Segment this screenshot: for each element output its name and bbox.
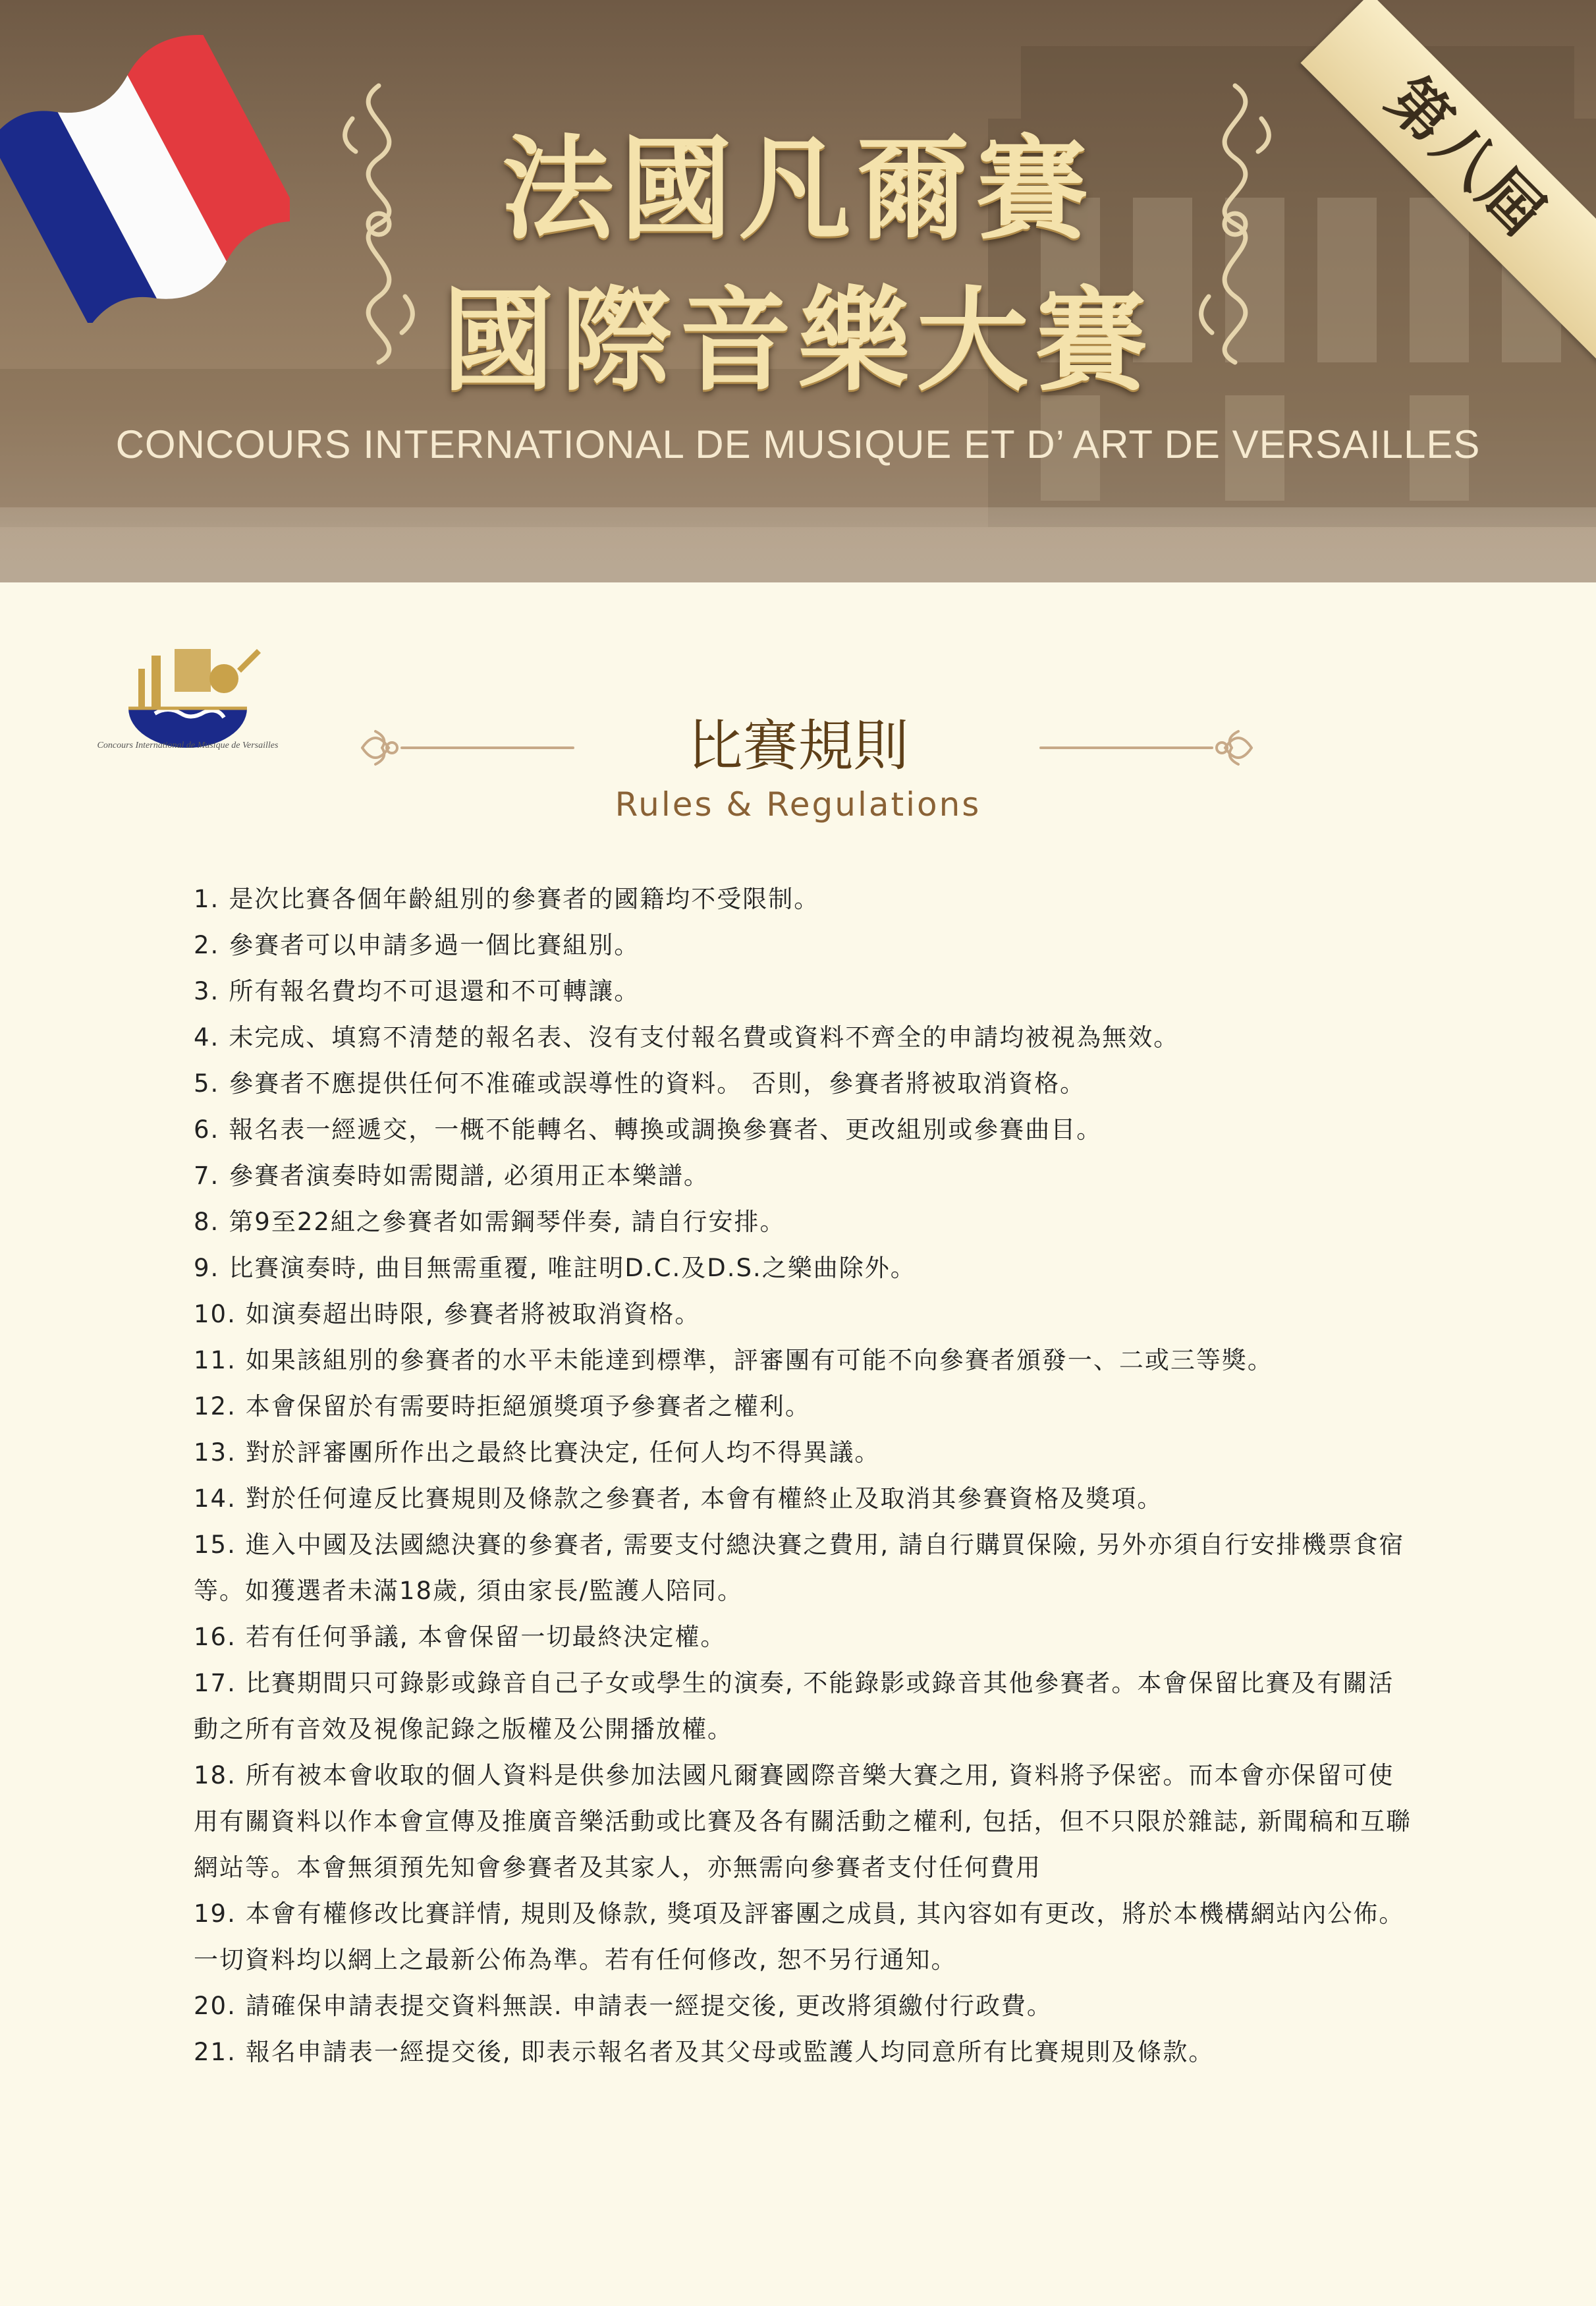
rule-item bbox=[194, 1245, 1419, 1291]
rule-item bbox=[194, 922, 1419, 969]
rule-text: 如演奏超出時限, 參賽者將被取消資格。 bbox=[245, 1300, 701, 1328]
rule-item bbox=[194, 1983, 1419, 2029]
rule-text: 所有被本會收取的個人資料是供參加法國凡爾賽國際音樂大賽之用, 資料將予保密。而本會亦保留可使用有關資料以作本會宣傳及推廣音樂活動或比賽及各有關活動之權利, 包括，但不只限於雜誌, 新聞稿和互聯網站等。本會無須預先知會參賽者及其家人，亦無需向參賽者支付任何費用 bbox=[194, 1761, 1412, 1882]
section-subtitle: Rules & Regulations bbox=[615, 785, 981, 824]
rule-item bbox=[194, 1153, 1419, 1199]
rule-text: 比賽演奏時, 曲目無需重覆, 唯註明D.C.及D.S.之樂曲除外。 bbox=[229, 1254, 916, 1282]
rule-number: 2. bbox=[194, 931, 220, 959]
rule-number: 4. bbox=[194, 1023, 220, 1052]
competition-title-line1: 法國凡爾賽 bbox=[501, 123, 1095, 255]
rule-number: 16. bbox=[194, 1623, 236, 1651]
rule-text: 請確保申請表提交資料無誤. 申請表一經提交後, 更改將須繳付行政費。 bbox=[245, 1992, 1053, 2020]
rule-item bbox=[194, 2029, 1419, 2075]
rule-number: 14. bbox=[194, 1484, 236, 1513]
rule-item bbox=[194, 1015, 1419, 1061]
competition-title-line2: 國際音樂大賽 bbox=[442, 275, 1154, 407]
rule-text: 對於任何違反比賽規則及條款之參賽者, 本會有權終止及取消其參賽資格及獎項。 bbox=[245, 1484, 1163, 1513]
edition-label: 第八屆 bbox=[1373, 63, 1561, 251]
rule-text: 參賽者不應提供任何不准確或誤導性的資料。 否則，參賽者將被取消資格。 bbox=[229, 1069, 1086, 1098]
rule-text: 比賽期間只可錄影或錄音自己子女或學生的演奏, 不能錄影或錄音其他參賽者。本會保留比賽及有關活動之所有音效及視像記錄之版權及公開播放權。 bbox=[194, 1669, 1394, 1743]
rule-item bbox=[194, 1476, 1419, 1522]
banner-fog bbox=[0, 507, 1596, 582]
rule-item bbox=[194, 1660, 1419, 1753]
rule-number: 8. bbox=[194, 1208, 220, 1236]
rule-text: 所有報名費均不可退還和不可轉讓。 bbox=[229, 977, 640, 1005]
rule-number: 9. bbox=[194, 1254, 220, 1282]
rule-item bbox=[194, 1061, 1419, 1107]
rule-text: 參賽者可以申請多過一個比賽組別。 bbox=[229, 931, 640, 959]
rule-number: 20. bbox=[194, 1992, 236, 2020]
rule-text: 是次比賽各個年齡組別的參賽者的國籍均不受限制。 bbox=[229, 885, 820, 913]
rule-item bbox=[194, 1291, 1419, 1337]
rule-text: 本會保留於有需要時拒絕頒獎項予參賽者之權利。 bbox=[245, 1392, 811, 1420]
rule-number: 18. bbox=[194, 1761, 236, 1789]
rule-item bbox=[194, 1430, 1419, 1476]
rule-number: 12. bbox=[194, 1392, 236, 1420]
rule-text: 本會有權修改比賽詳情, 規則及條款, 獎項及評審團之成員, 其內容如有更改，將於本機構網站內公佈。一切資料均以網上之最新公佈為準。若有任何修改, 恕不另行通知。 bbox=[194, 1899, 1405, 1974]
rule-text: 參賽者演奏時如需閱譜, 必須用正本樂譜。 bbox=[229, 1162, 709, 1190]
rule-text: 若有任何爭議, 本會保留一切最終決定權。 bbox=[245, 1623, 727, 1651]
rule-item bbox=[194, 1107, 1419, 1153]
rule-number: 1. bbox=[194, 885, 220, 913]
rule-text: 對於評審團所作出之最終比賽決定, 任何人均不得異議。 bbox=[245, 1438, 881, 1467]
rule-item bbox=[194, 1337, 1419, 1384]
rule-item bbox=[194, 1614, 1419, 1660]
rule-text: 報名申請表一經提交後, 即表示報名者及其父母或監護人均同意所有比賽規則及條款。 bbox=[245, 2038, 1215, 2066]
rule-number: 17. bbox=[194, 1669, 236, 1697]
rule-item bbox=[194, 969, 1419, 1015]
rule-number: 13. bbox=[194, 1438, 236, 1467]
rule-number: 19. bbox=[194, 1899, 236, 1928]
rules-list bbox=[194, 876, 1419, 2075]
logo-caption: Concours International de Musique de Versailles bbox=[97, 741, 279, 750]
rule-text: 第9至22組之參賽者如需鋼琴伴奏, 請自行安排。 bbox=[229, 1208, 786, 1236]
rule-number: 11. bbox=[194, 1346, 236, 1374]
rule-item bbox=[194, 876, 1419, 922]
musical-instruments-icon bbox=[138, 649, 261, 708]
rule-text: 如果該組別的參賽者的水平未能達到標準，評審團有可能不向參賽者頒發一、二或三等獎。 bbox=[245, 1346, 1273, 1374]
rule-item bbox=[194, 1522, 1419, 1614]
rule-number: 6. bbox=[194, 1115, 220, 1144]
rule-item bbox=[194, 1891, 1419, 1983]
rule-item bbox=[194, 1199, 1419, 1245]
rule-number: 3. bbox=[194, 977, 220, 1005]
rule-number: 5. bbox=[194, 1069, 220, 1098]
rule-item bbox=[194, 1384, 1419, 1430]
rule-text: 未完成、填寫不清楚的報名表、沒有支付報名費或資料不齊全的申請均被視為無效。 bbox=[229, 1023, 1180, 1052]
section-title: 比賽規則 bbox=[687, 714, 909, 778]
rule-number: 7. bbox=[194, 1162, 220, 1190]
rule-number: 21. bbox=[194, 2038, 236, 2066]
rule-text: 報名表一經遞交，一概不能轉名、轉換或調換參賽者、更改組別或參賽曲目。 bbox=[229, 1115, 1103, 1144]
header-banner bbox=[0, 0, 1596, 582]
rule-number: 15. bbox=[194, 1531, 236, 1559]
rule-number: 10. bbox=[194, 1300, 236, 1328]
competition-french-subtitle: CONCOURS INTERNATIONAL DE MUSIQUE ET D’ ART DE VERSAILLES bbox=[115, 422, 1481, 466]
rule-text: 進入中國及法國總決賽的參賽者, 需要支付總決賽之費用, 請自行購買保險, 另外亦須自行安排機票食宿等。如獲選者未滿18歲, 須由家長/監護人陪同。 bbox=[194, 1531, 1405, 1605]
rule-item bbox=[194, 1753, 1419, 1891]
